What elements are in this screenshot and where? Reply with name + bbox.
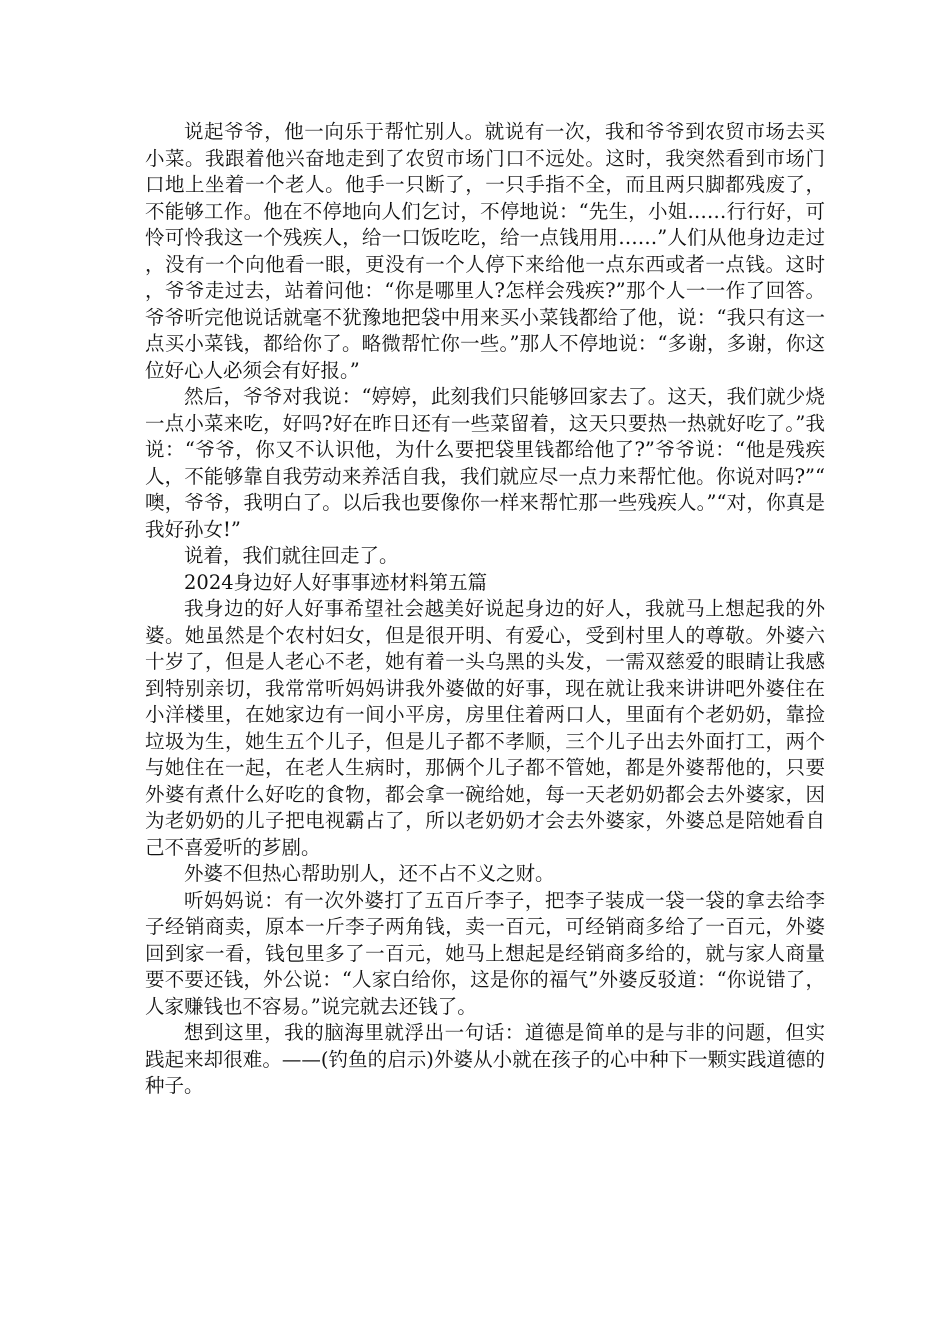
paragraph-plums-story: 听妈妈说：有一次外婆打了五百斤李子，把李子装成一袋一袋的拿去给李子经销商卖，原本一斤李子两角钱，卖一百元，可经销商多给了一百元，外婆回到家一看，钱包里多了一百元，她马上想起是经销商多给的，就与家人商量要不要还钱，外公说：“人家白给你，这是你的福气”外婆反驳道：“你说错了，人家赚钱也不容易。”说完就去还钱了。 (145, 888, 825, 1018)
paragraph-grandpa-helps: 说起爷爷，他一向乐于帮忙别人。就说有一次，我和爷爷到农贸市场去买小菜。我跟着他兴奋地走到了农贸市场门口不远处。这时，我突然看到市场门口地上坐着一个老人。他手一只断了，一只手指不全，而且两只脚都残废了，不能够工作。他在不停地向人们乞讨，不停地说：“先生，小姐……行行好，可怜可怜我这一个残疾人，给一口饭吃吃，给一点钱用用……”人们从他身边走过，没有一个向他看一眼，更没有一个人停下来给他一点东西或者一点钱。这时，爷爷走过去，站着问他：“你是哪里人?怎样会残疾?”那个人一一作了回答。爷爷听完他说话就毫不犹豫地把袋中用来买小菜钱都给了他，说：“我只有这一点买小菜钱，都给你了。略微帮忙你一些。”那人不停地说：“多谢，多谢，你这位好心人必须会有好报。” (145, 120, 825, 382)
section-heading: 2024身边好人好事事迹材料第五篇 (184, 570, 488, 594)
paragraph-conclusion: 想到这里，我的脑海里就浮出一句话：道德是简单的是与非的问题，但实践起来却很难。——(钓鱼的启示)外婆从小就在孩子的心中种下一颗实践道德的种子。 (145, 1021, 825, 1097)
paragraph-going-home: 然后，爷爷对我说：“婷婷，此刻我们只能够回家去了。这天，我们就少烧一点小菜来吃，好吗?好在昨日还有一些菜留着，这天只要热一热就好吃了。”我说：“爷爷，你又不认识他，为什么要把袋里钱都给他了?”爷爷说：“他是残疾人，不能够靠自我劳动来养活自我，我们就应尽一点力来帮忙他。你说对吗?”“噢，爷爷，我明白了。以后我也要像你一样来帮忙那一些残疾人。”“对，你真是我好孙女!” (145, 385, 825, 541)
document-page (145, 119, 825, 1100)
paragraph-grandma-honest: 外婆不但热心帮助别人，还不占不义之财。 (184, 862, 555, 885)
paragraph-walk-back: 说着，我们就往回走了。 (184, 544, 399, 567)
paragraph-grandma-intro: 我身边的好人好事希望社会越美好说起身边的好人，我就马上想起我的外婆。她虽然是个农村妇女，但是很开明、有爱心，受到村里人的尊敬。外婆六十岁了，但是人老心不老，她有着一头乌黑的头发，一需双慈爱的眼睛让我感到特别亲切，我常常听妈妈讲我外婆做的好事，现在就让我来讲讲吧外婆住在小洋楼里，在她家边有一间小平房，房里住着两口人，里面有个老奶奶，靠捡垃圾为生，她生五个儿子，但是儿子都不孝顺，三个儿子出去外面打工，两个与她住在一起，在老人生病时，那俩个儿子都不管她，都是外婆帮他的，只要外婆有煮什么好吃的食物，都会拿一碗给她，每一天老奶奶都会去外婆家，因为老奶奶的儿子把电视霸占了，所以老奶奶才会去外婆家，外婆总是陪她看自己不喜爱听的芗剧。 (145, 597, 825, 859)
